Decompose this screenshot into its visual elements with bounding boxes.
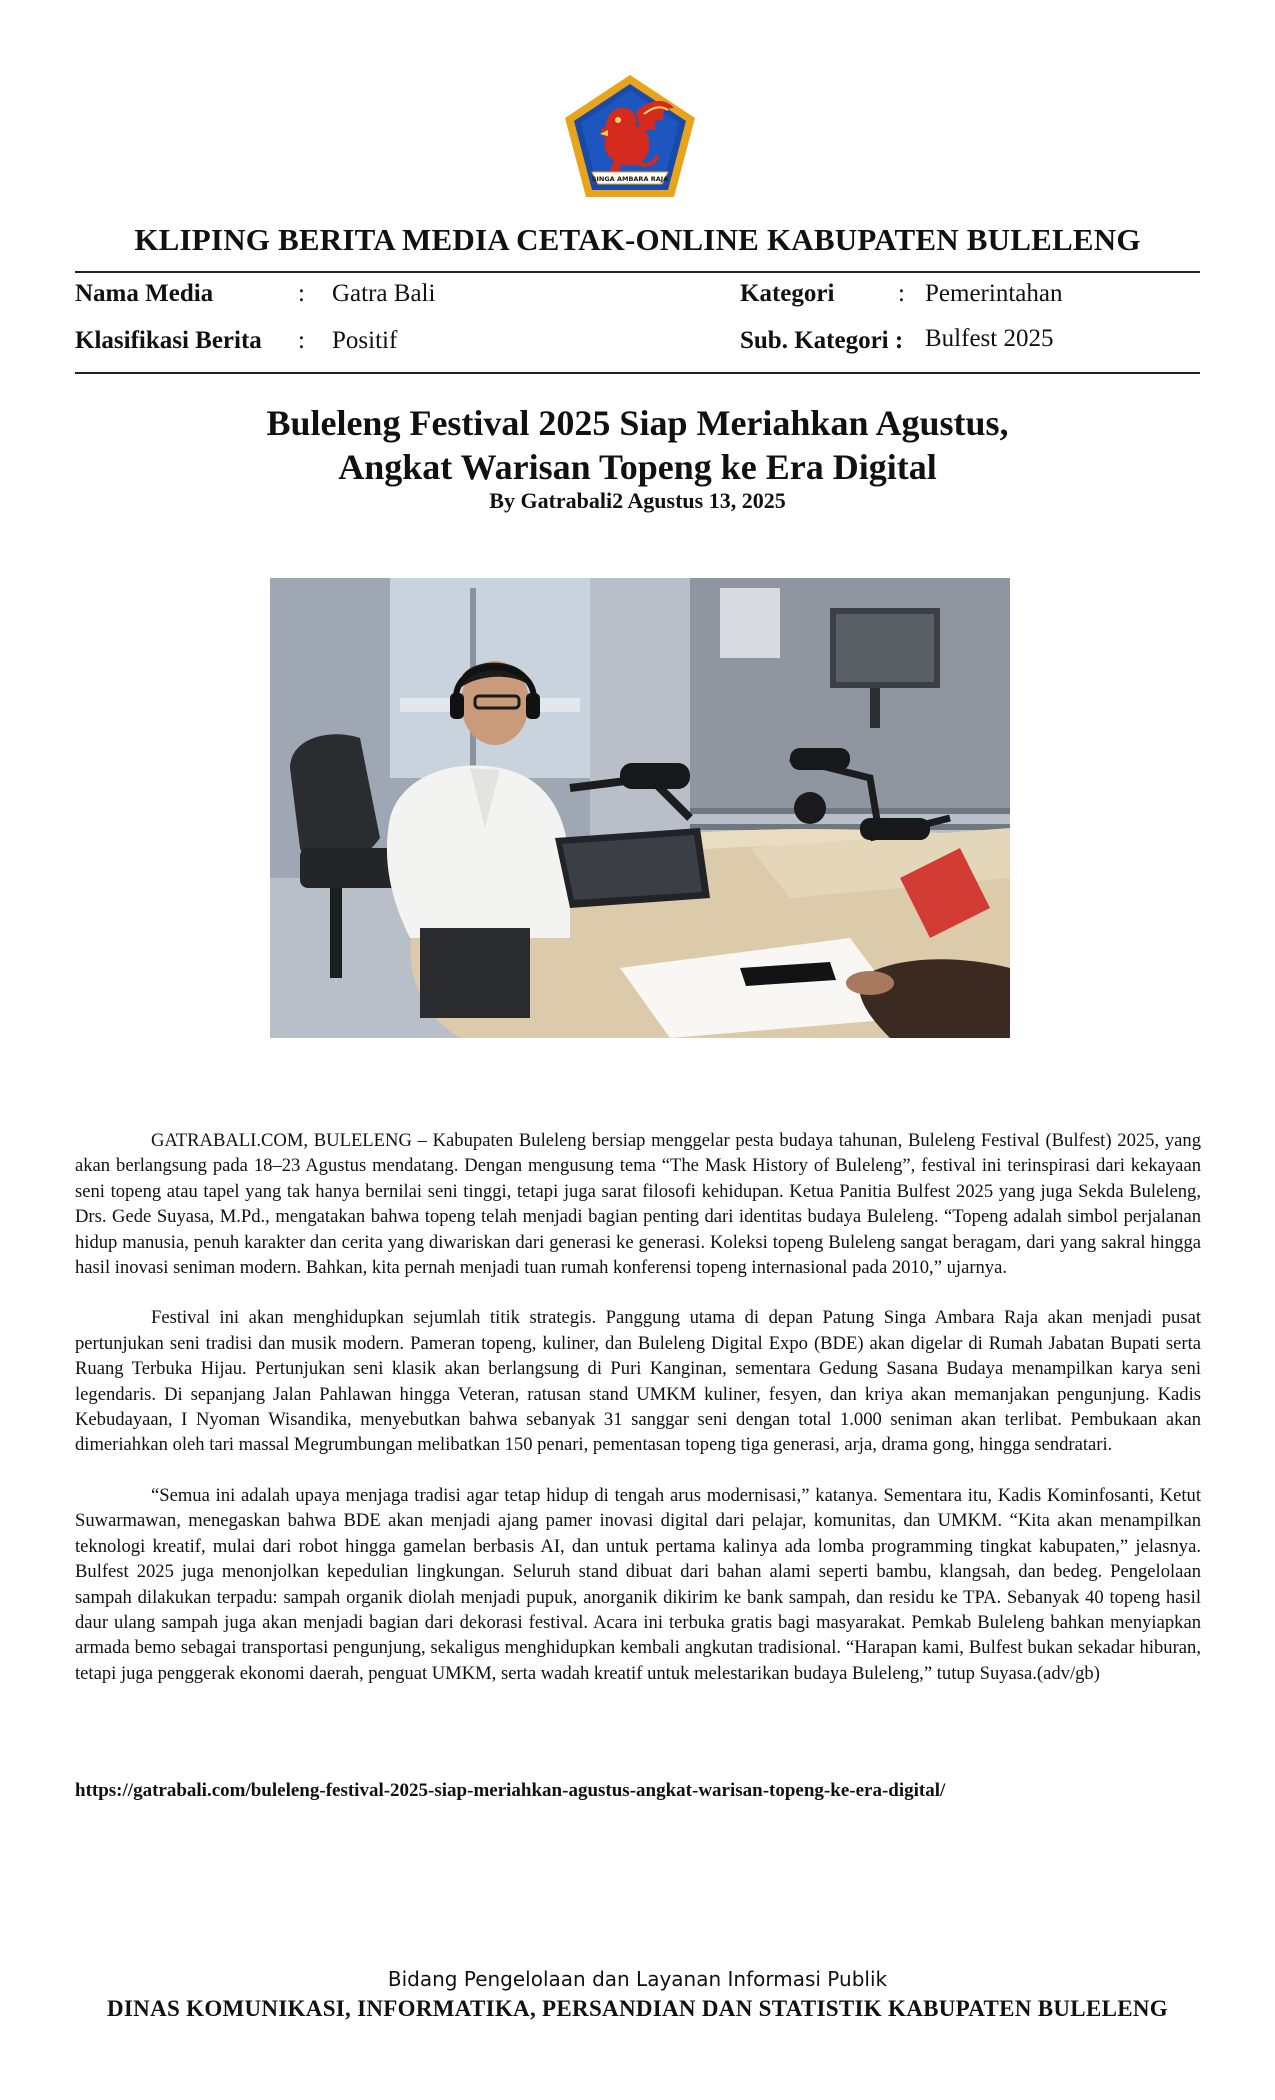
klasifikasi-colon: : (298, 327, 305, 354)
article-title-line-2: Angkat Warisan Topeng ke Era Digital (338, 447, 937, 487)
kategori-value: Pemerintahan (925, 280, 1063, 307)
footer-subtitle: Bidang Pengelolaan dan Layanan Informasi Publik (387, 1967, 888, 1991)
header-rule-top (75, 271, 1200, 273)
article-byline: By Gatrabali2 Agustus 13, 2025 (489, 488, 786, 513)
article-title-line-1: Buleleng Festival 2025 Siap Meriahkan Agustus, (266, 403, 1009, 443)
page-title: KLIPING BERITA MEDIA CETAK-ONLINE KABUPATEN BULELENG (134, 222, 1141, 257)
article-body (75, 1128, 1201, 1711)
article-paragraph: Festival ini akan menghidupkan sejumlah titik strategis. Panggung utama di depan Patung Singa Ambara Raja akan menjadi pusat pertunjukan seni tradisi dan musik modern. Pameran topeng, kuliner, dan Buleleng Digital Expo (BDE) akan digelar di Rumah Jabatan Bupati serta Ruang Terbuka Hijau. Pertunjukan seni klasik akan berlangsung di Puri Kanginan, sementara Gedung Sasana Budaya menampilkan karya seni legendaris. Di sepanjang Jalan Pahlawan hingga Veteran, ratusan stand UMKM kuliner, fesyen, dan kriya akan memanjakan pengunjung. Kadis Kebudayaan, I Nyoman Wisandika, menyebutkan bahwa sebanyak 31 sanggar seni dengan total 1.000 seniman akan terlibat. Pembukaan akan dimeriahkan oleh tari massal Megrumbungan melibatkan 150 penari, pementasan topeng tiga generasi, arja, drama gong, hingga sendratari. (75, 1307, 1201, 1456)
radio-studio-interview-photo (270, 578, 1010, 1038)
kategori-label: Kategori (740, 280, 835, 307)
media-value: Gatra Bali (332, 280, 436, 307)
footer-title: DINAS KOMUNIKASI, INFORMATIKA, PERSANDIAN DAN STATISTIK KABUPATEN BULELENG (107, 1996, 1168, 2021)
article-paragraph: GATRABALI.COM, BULELENG – Kabupaten Buleleng bersiap menggelar pesta budaya tahunan, Buleleng Festival (Bulfest) 2025, yang akan berlangsung pada 18–23 Agustus mendatang. Dengan mengusung tema “The Mask History of Buleleng”, festival ini terinspirasi dari kekayaan seni topeng atau tapel yang tak hanya bernilai seni tinggi, tetapi juga sarat filosofi kehidupan. Ketua Panitia Bulfest 2025 yang juga Sekda Buleleng, Drs. Gede Suyasa, M.Pd., mengatakan bahwa topeng telah menjadi bagian penting dari identitas budaya Buleleng. “Topeng adalah simbol perjalanan hidup manusia, penuh karakter dan cerita yang diwariskan dari generasi ke generasi. Koleksi topeng Buleleng sangat beragam, dari yang sakral hingga hasil inovasi seniman modern. Bahkan, kita pernah menjadi tuan rumah konferensi topeng internasional pada 2010,” ujarnya. (75, 1130, 1201, 1279)
svg-text:SINGA AMBARA RAJA: SINGA AMBARA RAJA (591, 175, 669, 183)
article-paragraph: “Semua ini adalah upaya menjaga tradisi agar tetap hidup di tengah arus modernisasi,” katanya. Sementara itu, Kadis Kominfosanti, Ketut Suwarmawan, menegaskan bahwa BDE akan menjadi ajang pamer inovasi digital dari pelajar, komunitas, dan UMKM. “Kita akan menampilkan teknologi kreatif, mulai dari robot hingga gamelan berbasis AI, dan untuk pertama kalinya ada lomba programming tingkat kabupaten,” jelasnya. Bulfest 2025 juga menonjolkan kepedulian lingkungan. Seluruh stand dibuat dari bahan alami seperti bambu, klangsah, dan bedeg. Pengelolaan sampah dilakukan terpadu: sampah organik diolah menjadi pupuk, anorganik dikirim ke bank sampah, dan residu ke TPA. Sebanyak 40 topeng hasil daur ulang sampah juga akan menjadi bagian dari dekorasi festival. Acara ini terbuka gratis bagi masyarakat. Pemkab Buleleng bahkan menyiapkan armada bemo sebagai transportasi pengunjung, sekaligus menghidupkan kembali angkutan tradisional. “Harapan kami, Bulfest bukan sekadar hiburan, tetapi juga penggerak ekonomi daerah, penguat UMKM, serta wadah kreatif untuk melestarikan budaya Buleleng,” tutup Suyasa.(adv/gb) (75, 1484, 1201, 1684)
singa-ambara-raja-emblem-icon (562, 72, 698, 200)
kategori-colon: : (898, 280, 905, 307)
subkategori-label: Sub. Kategori : (740, 327, 904, 354)
klasifikasi-label: Klasifikasi Berita (75, 327, 262, 354)
header-rule-bottom (75, 372, 1200, 374)
media-colon: : (298, 280, 305, 307)
subkategori-value: Bulfest 2025 (925, 325, 1054, 352)
klasifikasi-value: Positif (332, 327, 398, 354)
media-label: Nama Media (75, 280, 214, 307)
source-url[interactable]: https://gatrabali.com/buleleng-festival-2025-siap-meriahkan-agustus-angkat-warisan-topeng-ke-era-digital/ (75, 1780, 946, 1801)
